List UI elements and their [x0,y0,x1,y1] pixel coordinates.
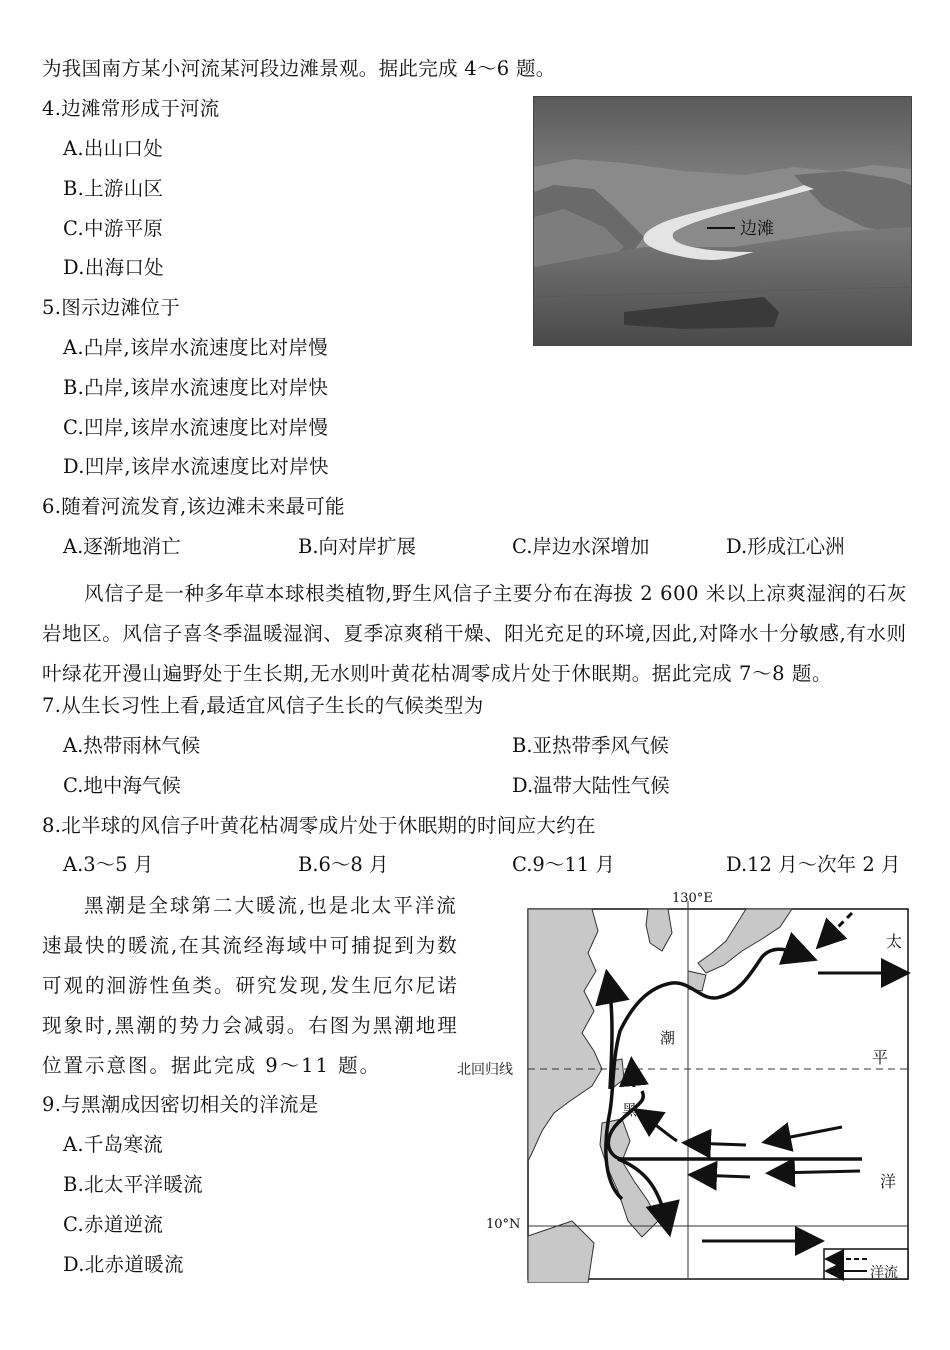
passage-kuroshio: 黑潮是全球第二大暖流,也是北太平洋流速最快的暖流,在其流经海域中可捕捉到为数可观的洄游性鱼类。研究发现,发生厄尔尼诺现象时,黑潮的势力会减弱。右图为黑潮地理位置示意图。据此完成 9～11 题。 [42,894,459,1077]
q8-option-b: B.6～8 月 [298,853,389,876]
question-5-stem: 5.图示边滩位于 [42,296,181,319]
q4-option-c: C.中游平原 [63,217,164,240]
q7-option-d: D.温带大陆性气候 [512,774,670,797]
q4-option-a: A.出山口处 [63,137,164,160]
q5-option-b: B.凸岸,该岸水流速度比对岸快 [63,376,329,399]
question-4-stem: 4.边滩常形成于河流 [42,97,220,120]
q5-option-d: D.凹岸,该岸水流速度比对岸快 [63,455,329,478]
passage-hyacinth: 风信子是一种多年草本球根类植物,野生风信子主要分布在海拔 2 600 米以上凉爽湿润的石灰岩地区。风信子喜冬季温暖湿润、夏季凉爽稍干燥、阳光充足的环境,因此,对降水十分敏感,有水则叶绿花开漫山遍野处于生长期,无水则叶黄花枯凋零成片处于休眠期。据此完成 7～8 题。 [42,582,907,685]
photo-label-bian-tan: 边滩 [740,219,774,239]
q8-option-c: C.9～11 月 [512,853,615,876]
q7-option-a: A.热带雨林气候 [63,734,201,757]
q5-option-c: C.凹岸,该岸水流速度比对岸慢 [63,416,329,439]
photo-pointer [707,227,735,229]
q7-option-c: C.地中海气候 [63,774,181,797]
lon-label: 130°E [672,891,713,906]
q6-option-d: D.形成江心洲 [726,535,845,558]
kuroshio-map [457,891,912,1283]
q6-option-a: A.逐渐地消亡 [63,535,181,558]
river-photo [533,96,912,346]
tropic-label: 北回归线 [457,1062,513,1078]
q6-option-b: B.向对岸扩展 [298,535,417,558]
question-9-stem: 9.与黑潮成因密切相关的洋流是 [42,1093,319,1116]
current-char-hei: 黑 [622,1101,638,1119]
ocean-char-ping: 平 [872,1048,889,1067]
legend-label: 洋流 [870,1265,898,1281]
q9-option-a: A.千岛寒流 [63,1133,164,1156]
q7-option-b: B.亚热带季风气候 [512,734,670,757]
lat-label: 10°N [486,1217,521,1232]
q8-option-d: D.12 月～次年 2 月 [726,853,901,876]
q9-option-c: C.赤道逆流 [63,1213,164,1236]
q9-option-b: B.北太平洋暖流 [63,1173,203,1196]
arrow-2 [690,1143,746,1145]
q6-option-c: C.岸边水深增加 [512,535,650,558]
intro-tail: 为我国南方某小河流某河段边滩景观。据此完成 4～6 题。 [42,57,556,80]
q4-option-b: B.上游山区 [63,177,164,200]
arrow-6 [632,1065,634,1087]
ocean-char-tai: 太 [886,932,903,951]
q8-option-a: A.3～5 月 [63,853,154,876]
question-8-stem: 8.北半球的风信子叶黄花枯凋零成片处于休眠期的时间应大约在 [42,814,596,837]
ocean-char-yang: 洋 [880,1172,897,1191]
q4-option-d: D.出海口处 [63,256,164,279]
current-char-chao: 潮 [660,1029,676,1047]
question-7-stem: 7.从生长习性上看,最适宜风信子生长的气候类型为 [42,694,484,717]
q5-option-a: A.凸岸,该岸水流速度比对岸慢 [63,336,328,359]
q9-option-d: D.北赤道暖流 [63,1253,184,1276]
arrow-3 [774,1171,860,1173]
question-6-stem: 6.随着河流发育,该边滩未来最可能 [42,495,345,518]
arrow-4 [696,1175,750,1177]
